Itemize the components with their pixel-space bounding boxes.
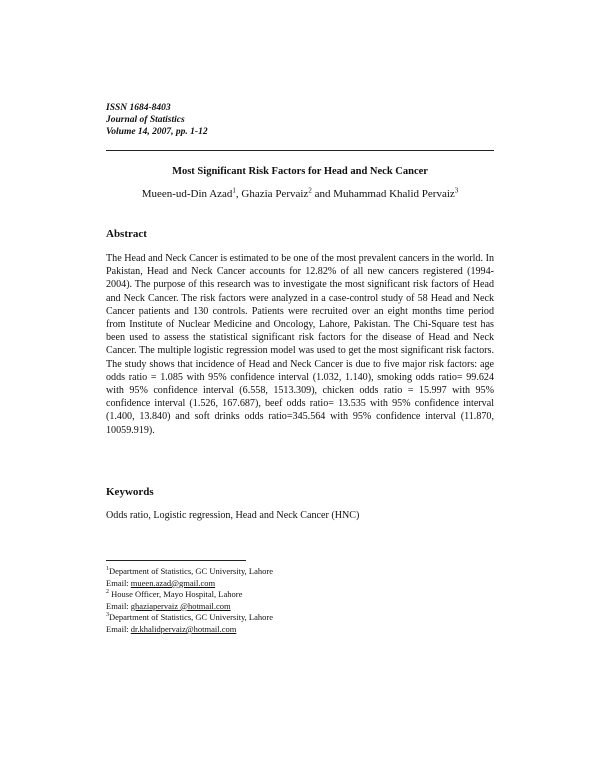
author-name: Ghazia Pervaiz — [241, 188, 309, 200]
footnote-affiliation — [106, 589, 494, 601]
footnote-email — [106, 601, 494, 613]
footnote-affiliation — [106, 566, 494, 578]
author-name: Mueen-ud-Din Azad — [141, 188, 233, 200]
email-label: Email: — [106, 623, 131, 634]
abstract-heading: Abstract — [106, 228, 147, 240]
author-affiliation-mark: 2 — [308, 186, 312, 195]
author-separator: and — [311, 188, 334, 200]
email-link[interactable]: mueen.azad@gmail.com — [130, 577, 216, 588]
issn-line: ISSN 1684-8403 — [106, 103, 171, 113]
author-list — [106, 188, 494, 200]
paper-title: Most Significant Risk Factors for Head and Neck Cancer — [172, 166, 428, 177]
keywords-heading: Keywords — [106, 486, 154, 498]
affiliation-text: House Officer, Mayo Hospital, Lahore — [109, 589, 243, 600]
volume-line: Volume 14, 2007, pp. 1-12 — [106, 127, 208, 137]
footnote-mark: 1 — [106, 566, 109, 573]
footnote-email — [106, 578, 494, 590]
header-divider — [106, 150, 494, 151]
footnotes — [106, 566, 494, 636]
author-affiliation-mark: 3 — [454, 186, 459, 195]
footnote-affiliation — [106, 612, 494, 624]
keywords-body: Odds ratio, Logistic regression, Head and Neck Cancer (HNC) — [106, 510, 360, 521]
footnote-email — [106, 624, 494, 636]
affiliation-text: Department of Statistics, GC University, Lahore — [109, 612, 273, 623]
footnote-mark: 3 — [106, 612, 109, 619]
email-link[interactable]: ghaziapervaiz @hotmail.com — [130, 600, 231, 611]
footnote-divider — [106, 560, 246, 561]
abstract-body: The Head and Neck Cancer is estimated to be one of the most prevalent cancers in the world. In Pakistan, Head and Neck Cancer accounts for 12.82% of all new cancers registered (1994-2004). The purpose of this research was to investigate the most significant risk factors of Head and Neck Cancer. The risk factors were analyzed in a case-control study of 58 Head and Neck Cancer patients and 130 controls. Patients were recruited over an eight months time period from Institute of Nuclear Medicine and Oncology, Lahore, Pakistan. The Chi-Square test has been used to assess the statistical significant risk factors for the disease of Head and Neck Cancer. The multiple logistic regression model was used to get the most significant risk factors. The study shows that incidence of Head and Neck Cancer is due to five major risk factors: age odds ratio = 1.085 with 95% confidence interval (1.032, 1.140), smoking odds ratio= 99.624 with 95% confidence interval (6.558, 1513.309), chicken odds ratio = 15.997 with 95% confidence interval (1.526, 167.687), beef odds ratio= 13.535 with 95% confidence interval (1.400, 13.840) and soft drinks odds ratio=345.564 with 95% confidence interval (11.870, 10059.919). — [106, 253, 494, 436]
affiliation-text: Department of Statistics, GC University, Lahore — [109, 566, 273, 576]
email-label: Email: — [106, 600, 131, 611]
author-name: Muhammad Khalid Pervaiz — [333, 188, 455, 200]
email-link[interactable]: dr.khalidpervaiz@hotmail.com — [130, 623, 237, 634]
author-separator: , — [235, 188, 242, 200]
author-affiliation-mark: 1 — [232, 186, 236, 195]
journal-header — [106, 102, 208, 138]
email-label: Email: — [106, 577, 131, 588]
footnote-mark: 2 — [106, 589, 109, 596]
journal-name: Journal of Statistics — [106, 115, 185, 125]
